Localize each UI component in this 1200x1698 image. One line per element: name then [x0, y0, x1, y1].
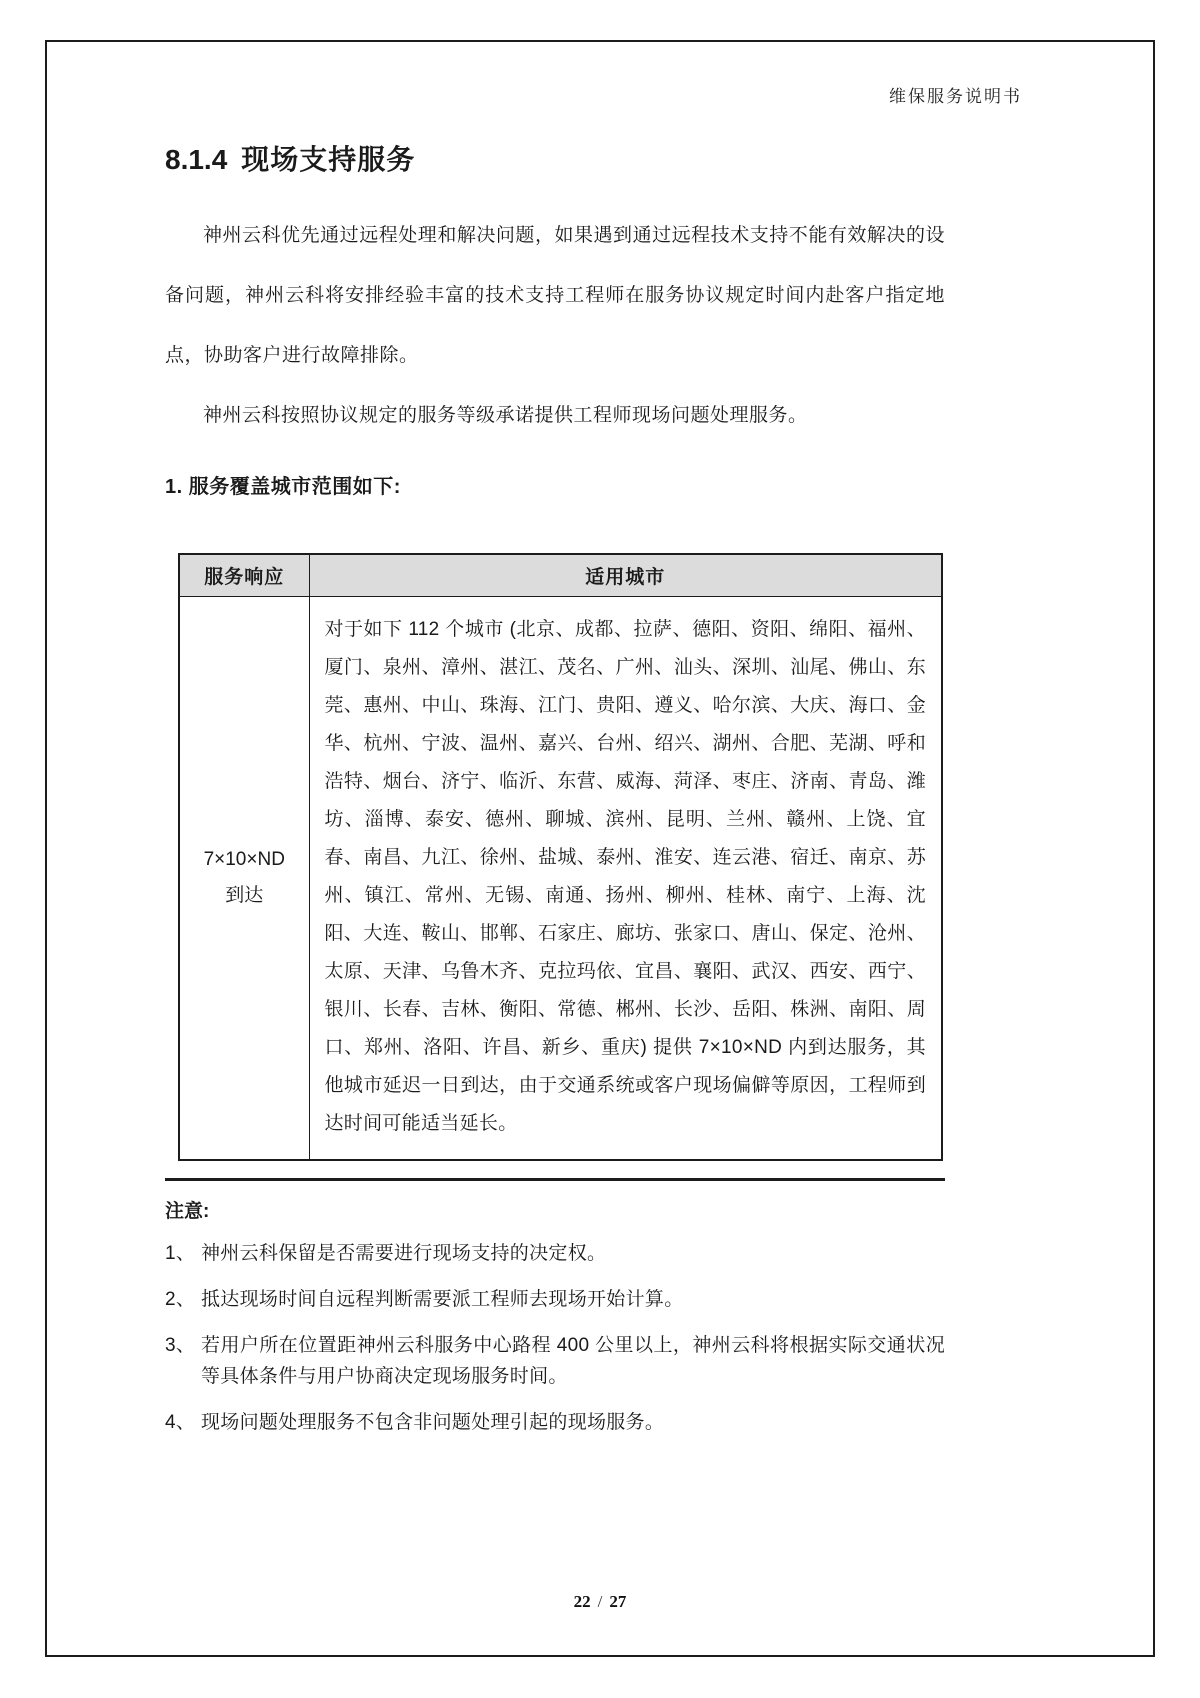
response-arrival: 到达 [225, 884, 264, 906]
section-title [165, 138, 945, 178]
response-level: 7×10×ND [203, 848, 285, 870]
notes-title: 注意: [165, 1200, 210, 1222]
cell-applicable-cities: 对于如下 112 个城市 (北京、成都、拉萨、德阳、资阳、绵阳、福州、厦门、泉州、漳州、湛江、茂名、广州、汕头、深圳、汕尾、佛山、东莞、惠州、中山、珠海、江门、贵阳、遵义、哈尔滨、大庆、海口、金华、杭州、宁波、温州、嘉兴、台州、绍兴、湖州、合肥、芜湖、呼和浩特、烟台、济宁、临沂、东营、威海、菏泽、枣庄、济南、青岛、潍坊、淄博、泰安、德州、聊城、滨州、昆明、兰州、赣州、上饶、宜春、南昌、九江、徐州、盐城、泰州、淮安、连云港、宿迁、南京、苏州、镇江、常州、无锡、南通、扬州、柳州、桂林、南宁、上海、沈阳、大连、鞍山、邯郸、石家庄、廊坊、张家口、唐山、保定、沧州、太原、天津、乌鲁木齐、克拉玛依、宜昌、襄阳、武汉、西安、西宁、银川、长春、吉林、衡阳、常德、郴州、长沙、岳阳、株洲、南阳、周口、郑州、洛阳、许昌、新乡、重庆) 提供 7×10×ND 内到达服务，其他城市延迟一日到达，由于交通系统或客户现场偏僻等原因，工程师到达时间可能适当延长。 [309, 596, 942, 1160]
section-number: 8.1.4 [165, 144, 228, 175]
paragraph-remote-handling: 神州云科优先通过远程处理和解决问题，如果遇到通过远程技术支持不能有效解决的设备问题，神州云科将安排经验丰富的技术支持工程师在服务协议规定时间内赴客户指定地点，协助客户进行故障排除。 [165, 225, 945, 366]
table-row [179, 596, 942, 1160]
header-service-response: 服务响应 [179, 554, 309, 596]
notes-section [165, 1196, 945, 1438]
page-footer [0, 1592, 1200, 1612]
divider-rule [165, 1178, 945, 1181]
service-coverage-table [178, 553, 943, 1161]
paragraph-service-level: 神州云科按照协议规定的服务等级承诺提供工程师现场问题处理服务。 [203, 405, 808, 426]
note-number: 1、 [165, 1242, 196, 1264]
note-text: 现场问题处理服务不包含非问题处理引起的现场服务。 [201, 1411, 665, 1433]
doc-title: 维保服务说明书 [889, 87, 1022, 106]
list-item [165, 1284, 945, 1315]
note-text: 神州云科保留是否需要进行现场支持的决定权。 [201, 1242, 607, 1264]
list-heading: 1. 服务覆盖城市范围如下: [165, 476, 401, 498]
page-header [889, 82, 1022, 107]
header-applicable-cities: 适用城市 [309, 554, 942, 596]
note-number: 3、 [165, 1334, 196, 1356]
notes-list [165, 1238, 945, 1438]
note-number: 2、 [165, 1288, 196, 1310]
list-item [165, 1407, 945, 1438]
page-content [165, 138, 945, 1438]
list-item [165, 1330, 945, 1392]
page-number: 22 [573, 1592, 591, 1611]
note-text: 若用户所在位置距神州云科服务中心路程 400 公里以上，神州云科将根据实际交通状况等具体条件与用户协商决定现场服务时间。 [201, 1334, 945, 1387]
cell-service-response [179, 596, 309, 1160]
note-text: 抵达现场时间自远程判断需要派工程师去现场开始计算。 [201, 1288, 684, 1310]
list-item [165, 1238, 945, 1269]
table-header-row [179, 554, 942, 596]
page-total: 27 [609, 1592, 627, 1611]
note-number: 4、 [165, 1411, 196, 1433]
section-title-text: 现场支持服务 [241, 144, 416, 175]
page-separator: / [597, 1592, 603, 1611]
